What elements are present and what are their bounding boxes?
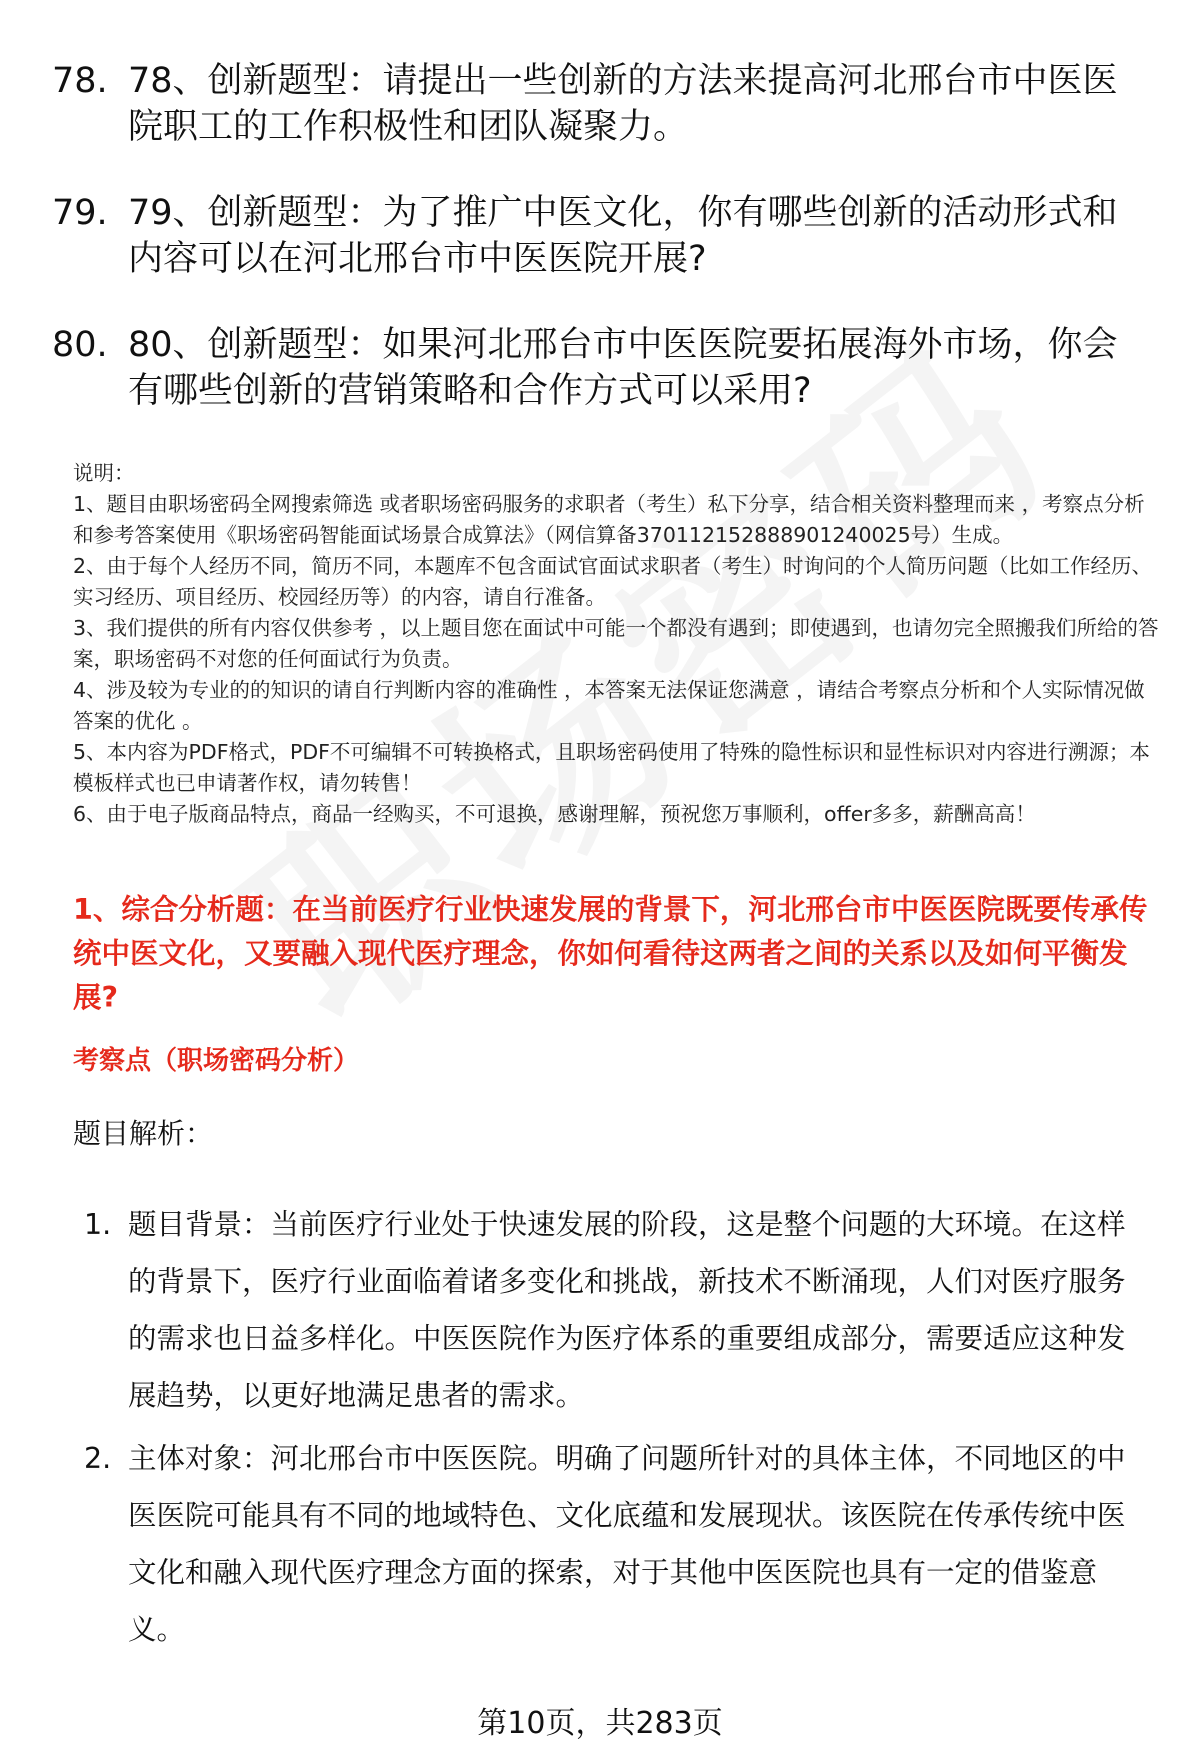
list-item	[52, 58, 1152, 150]
note-item: 2、由于每个人经历不同，简历不同，本题库不包含面试官面试求职者（考生）时询问的个人简历问题（比如工作经历、实习经历、项目经历、校园经历等）的内容，请自行准备。	[73, 554, 1153, 609]
note-item: 1、题目由职场密码全网搜索筛选 或者职场密码服务的求职者（考生）私下分享，结合相关资料整理而来 ，考察点分析和参考答案使用《职场密码智能面试场景合成算法》（网信算备370112152888901240025号）生成。	[73, 492, 1145, 547]
notes-title: 说明：	[73, 461, 135, 485]
question-number: 79.	[52, 193, 108, 233]
point-text: 主体对象：河北邢台市中医医院。明确了问题所针对的具体主体，不同地区的中医医院可能具有不同的地域特色、文化底蕴和发展现状。该医院在传承传统中医文化和融入现代医疗理念方面的探索，对于其他中医医院也具有一定的借鉴意义。	[128, 1442, 1126, 1646]
main-question-heading: 1、综合分析题：在当前医疗行业快速发展的背景下，河北邢台市中医医院既要传承传统中医文化，又要融入现代医疗理念，你如何看待这两者之间的关系以及如何平衡发展?	[73, 893, 1148, 1014]
question-text: 78、创新题型：请提出一些创新的方法来提高河北邢台市中医医院职工的工作积极性和团队凝聚力。	[128, 61, 1118, 147]
analysis-title: 题目解析：	[73, 1117, 214, 1150]
note-item: 5、本内容为PDF格式，PDF不可编辑不可转换格式，且职场密码使用了特殊的隐性标识和显性标识对内容进行溯源；本模板样式也已申请著作权，请勿转售！	[73, 740, 1150, 795]
note-item: 6、由于电子版商品特点，商品一经购买，不可退换，感谢理解，预祝您万事顺利，offer多多，薪酬高高！	[73, 802, 1036, 826]
analysis-subheading: 考察点（职场密码分析）	[73, 1046, 360, 1076]
page-number: 第10页，共283页	[477, 1706, 723, 1741]
note-item: 3、我们提供的所有内容仅供参考 ，以上题目您在面试中可能一个都没有遇到；即使遇到，也请勿完全照搬我们所给的答案，职场密码不对您的任何面试行为负责。	[73, 616, 1159, 671]
question-number: 78.	[52, 61, 108, 101]
question-text: 80、创新题型：如果河北邢台市中医医院要拓展海外市场，你会有哪些创新的营销策略和合作方式可以采用?	[128, 325, 1118, 411]
question-text: 79、创新题型：为了推广中医文化，你有哪些创新的活动形式和内容可以在河北邢台市中医医院开展?	[128, 193, 1118, 279]
note-item: 4、涉及较为专业的的知识的请自行判断内容的准确性 ，本答案无法保证您满意 ，请结合考察点分析和个人实际情况做答案的优化 。	[73, 678, 1145, 733]
list-item	[52, 322, 1152, 414]
point-number: 2.	[84, 1442, 112, 1475]
list-item	[84, 1196, 1144, 1424]
point-text: 题目背景：当前医疗行业处于快速发展的阶段，这是整个问题的大环境。在这样的背景下，医疗行业面临着诸多变化和挑战，新技术不断涌现，人们对医疗服务的需求也日益多样化。中医医院作为医疗体系的重要组成部分，需要适应这种发展趋势，以更好地满足患者的需求。	[128, 1208, 1126, 1412]
list-item	[52, 190, 1152, 282]
point-number: 1.	[84, 1208, 112, 1241]
list-item	[84, 1430, 1144, 1658]
question-list	[52, 58, 1152, 454]
analysis-points	[84, 1196, 1144, 1664]
question-number: 80.	[52, 325, 108, 365]
notes-section	[73, 458, 1163, 830]
